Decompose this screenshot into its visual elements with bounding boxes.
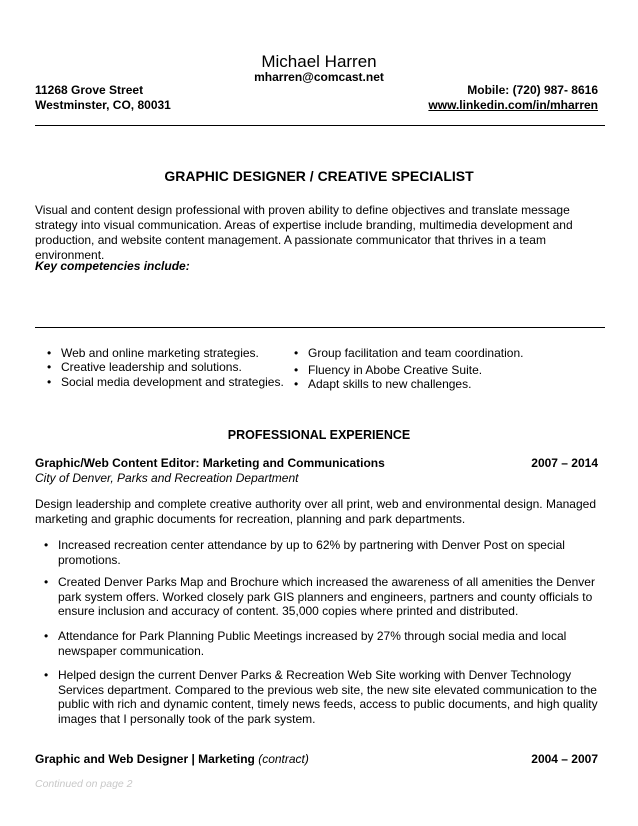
competency-text: Adapt skills to new challenges.: [308, 377, 472, 391]
bullet-icon: •: [44, 538, 49, 552]
competencies-divider: [35, 327, 605, 328]
job-dates: 2007 – 2014: [531, 456, 598, 470]
resume-name: Michael Harren: [261, 52, 377, 71]
continued-note: Continued on page 2: [35, 778, 133, 790]
competency-text: Fluency in Abobe Creative Suite.: [308, 363, 483, 377]
linkedin-link[interactable]: www.linkedin.com/in/mharren: [428, 98, 598, 112]
resume-title: GRAPHIC DESIGNER / CREATIVE SPECIALIST: [164, 168, 474, 184]
job-title-text: Graphic and Web Designer | Marketing: [35, 752, 255, 766]
competency-text: Creative leadership and solutions.: [61, 360, 242, 374]
bullet-icon: •: [44, 629, 49, 643]
bullet-icon: •: [294, 346, 299, 360]
bullet-icon: •: [47, 346, 52, 360]
competency-text: Social media development and strategies.: [61, 375, 284, 389]
bullet-icon: •: [44, 668, 49, 682]
bullet-icon: •: [44, 575, 49, 589]
achievement-text: Created Denver Parks Map and Brochure which increased the awareness of all amenities the Denver park system offers. Worked closely park GIS planners and engineers, partners and county officials to ensure inclusion and accuracy of content. 35,000 copies where printed and distributed.: [58, 575, 595, 618]
job-title: Graphic/Web Content Editor: Marketing and Communications: [35, 456, 385, 470]
competency-text: Web and online marketing strategies.: [61, 346, 259, 360]
achievement-text: Increased recreation center attendance by up to 62% by partnering with Denver Post on special promotions.: [58, 538, 565, 567]
bullet-icon: •: [294, 363, 299, 377]
job-description: Design leadership and complete creative authority over all print, web and environmental design. Managed marketing and graphic documents for recreation, planning and park departments.: [35, 497, 596, 526]
bullet-icon: •: [47, 360, 52, 374]
header-divider: [35, 125, 605, 126]
job-title: [35, 752, 309, 767]
job-organization: City of Denver, Parks and Recreation Department: [35, 471, 299, 485]
job-dates: 2004 – 2007: [531, 752, 598, 766]
email-address: mharren@comcast.net: [254, 70, 384, 84]
bullet-icon: •: [47, 375, 52, 389]
summary-paragraph: Visual and content design professional with proven ability to define objectives and translate message strategy into visual communication. Areas of expertise include branding, multimedia development and production, and website content management. A passionate communicator that thrives in a team environment.: [35, 203, 573, 262]
achievement-text: Helped design the current Denver Parks & Recreation Web Site working with Denver Technology Services department. Compared to the previous web site, the new site elevated communication to the public with rich and dynamic content, timely news feeds, access to public documents, and high quality images that I personally took of the park system.: [58, 668, 598, 726]
achievement-text: Attendance for Park Planning Public Meetings increased by 27% through social media and local newspaper communication.: [58, 629, 567, 658]
bullet-icon: •: [294, 377, 299, 391]
job-title-suffix: (contract): [258, 752, 309, 766]
mobile-phone: Mobile: (720) 987- 8616: [467, 83, 598, 97]
competencies-heading: Key competencies include:: [35, 259, 190, 273]
city-address: Westminster, CO, 80031: [35, 98, 171, 112]
experience-heading: PROFESSIONAL EXPERIENCE: [227, 428, 411, 442]
competency-text: Group facilitation and team coordination.: [308, 346, 524, 360]
street-address: 11268 Grove Street: [35, 83, 144, 97]
